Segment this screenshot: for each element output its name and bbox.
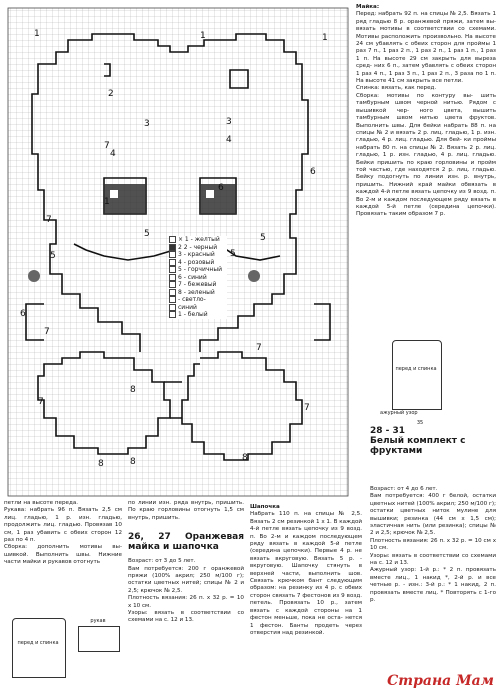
assembly-text: Сборка: дополнить мотивы вы- шивкой. Выполнить швы. Нижние части майки и рукавов отогнуть: [4, 544, 122, 566]
legend-label: 8 - зеленый: [178, 288, 215, 296]
right-lower-column: [370, 486, 496, 605]
legend-swatch: [169, 251, 176, 258]
col2-text: по линии изн. ряда внутрь, пришить. По краю горловины отогнуть 1,5 см внутрь, пришить.: [128, 500, 244, 521]
legend-item: [169, 281, 227, 289]
heading-26-27-number: 26, 27: [128, 532, 171, 543]
eye-left-highlight: [110, 190, 118, 198]
cheek-right: [248, 270, 260, 282]
age-text: Возраст: от 4 до 6 лет.: [370, 486, 438, 492]
patterns-26-27: Узоры: вязать в соответствии со схемами на с. 12 и 13.: [128, 610, 244, 624]
sleeve-diagram: [78, 626, 120, 652]
legend-swatch: [169, 259, 176, 266]
tank-diagram: [392, 340, 442, 410]
region-number: 4: [226, 135, 232, 145]
density-text: Плотность вязания: 26 п. х 32 р. = 10 см х 10 см.: [370, 537, 496, 552]
section-title: Майка:: [356, 4, 380, 10]
heading-number: 28 - 31: [370, 426, 406, 436]
legend-swatch: [169, 266, 176, 273]
region-number: 6: [20, 309, 26, 319]
region-number: 7: [38, 397, 44, 407]
legend-label: 4 - розовый: [178, 258, 215, 266]
region-number: 1: [322, 33, 328, 43]
bottom-col-1: [4, 500, 122, 567]
heading-26-27-text: Оранжевая майка и шапочка: [128, 532, 244, 553]
region-number: 5: [260, 233, 266, 243]
region-number: 8: [130, 457, 136, 467]
region-number: 8: [98, 459, 104, 469]
legend-label: синий: [178, 303, 197, 311]
cheek-left: [28, 270, 40, 282]
materials-26-27: Вам потребуется: 200 г оранжевой пряжи (100% акрил; 250 м/100 г); остатки цветных нитей; спицы № 2 и 2,5; крючок № 2,5.: [128, 565, 244, 594]
region-number: 8: [242, 453, 248, 463]
region-number: 3: [144, 119, 150, 129]
region-number: 7: [104, 141, 110, 151]
hat-text: Набрать 110 п. на спицы № 2,5. Вязать 2 см резинкой 1 х 1. В каждой 4-й петле вязать цепочку из 9 возд. п. Во 2-м и каждом последующем ряду вязать в каждой 5-й петле (середина цепочки). Первые 4 р. не вязать вкруговую. Вязать 5 р. - вкруговую. Шапочку стянуть в верхней части, выполнить шов. Связать крючком бант следующим образом: на резинку из 4 р. с обеих сторон связать 7 фестонов из 9 возд. петель. Провязать 10 р., затем вязать с каждой стороны на 1 фестон меньше, пока не оста- нется 1 фестон. Банты продеть через отверстия над резинкой.: [250, 511, 362, 636]
chart-legend: [169, 236, 227, 319]
legend-label: 2 2 - черный: [178, 243, 218, 251]
region-number: 3: [226, 117, 232, 127]
eye-right-highlight: [206, 190, 214, 198]
legend-swatch: [169, 274, 176, 281]
region-number: 6: [218, 183, 224, 193]
region-number: 5: [144, 229, 150, 239]
border-label: ажурный узор: [380, 410, 418, 416]
legend-label: 7 - бежевый: [178, 281, 217, 288]
legend-label: - светло-: [178, 296, 206, 303]
region-number: 7: [304, 403, 310, 413]
eye-left: [104, 184, 146, 214]
legend-swatch: [169, 289, 176, 296]
legend-label: 1 - белый: [178, 311, 208, 318]
region-number: 2: [108, 89, 114, 99]
legend-item: [169, 259, 227, 267]
region-number: 4: [110, 149, 116, 159]
region-number: 7: [46, 215, 52, 225]
legend-item: [169, 266, 227, 274]
legend-item: [169, 289, 227, 297]
region-number: 1: [104, 197, 110, 207]
legend-swatch: [169, 311, 176, 318]
legend-item: [169, 251, 227, 259]
legend-item: [169, 274, 227, 282]
hat-title: Шапочка: [250, 504, 280, 510]
bottom-col-2: [128, 500, 244, 625]
region-number: 5: [50, 251, 56, 261]
front-instructions: Перед: набрать 92 п. на спицы № 2,5. Вязать 1 ряд гладью 8 р. оранжевой пряжи, затем вы- вязать мотивы в соответствии со схемами. Мотивы расположить произвольно. На высоте 24 см убавлять с обеих сторон для проймы 1 раз 7 п., 1 раз 2 п., 1 раз 2 п., 1 раз 1 п., 1 раз 1 п. На высоте 29 см закрыть для выреза сред- них 6 п., затем убавлять с обеих сторон 1 раз 4 п., 1 раз 3 п., 1 раз 2 п., 3 раза по 1 п. На высоте 41 см закрыть все петли.: [356, 11, 496, 85]
intro-text: петли на высоте переда.: [4, 500, 79, 506]
sleeve-diagram-label: рукав: [90, 618, 106, 624]
legend-item: [169, 304, 227, 312]
region-number: 7: [256, 343, 262, 353]
assembly-instructions: Сборка: мотивы по контуру вы- шить тамбурным швом черной нитью. Рядом с вышивкой чер- ного цвета, вышить тамбурным швом нитью цвета фруктов. Выполнить швы. Для бейки набрать 88 п. на спицы № 2 и вязать 2 р. лиц. гладью, 1 р. изн. гладью, 4 р. лиц. гладью. Для бей- ки проймы набрать 80 п. на спицы № 2. Вязать 2 р. лиц. гладью, 1 р. изн. гладью, 4 р. лиц. гладью. Бейки пришить по краю горловины и пройм той частью, где находятся 2 р. лиц. гладью. Бейку подогнуть по линии изн. р. внутрь, пришить. Нижний край майки обвязать в каждой 4-й петле вязать цепочку из 9 возд. п. Во 2-м и каждом последующем ряду вязать в каждой 5-й петле (середина цепочки). Провязать таким образом 7 р.: [356, 92, 496, 218]
bottom-col-3: [250, 504, 362, 637]
heading-28-31: [370, 426, 496, 456]
tank-diagram-label: перед и спинка: [395, 366, 437, 372]
legend-item: [169, 296, 227, 304]
legend-label: × 1 - желтый: [178, 236, 220, 243]
heading-text: Белый комплект с фруктами: [370, 436, 466, 456]
patterns-text: Узоры: вязать в соответствии со схемами на с. 12 и 13.: [370, 552, 496, 567]
density-26-27: Плотность вязания: 26 п. х 32 р. = 10 х 10 см.: [128, 595, 244, 609]
legend-swatch: [169, 236, 176, 243]
region-number: 7: [44, 327, 50, 337]
legend-item: [169, 311, 227, 319]
knitting-chart: [4, 4, 352, 500]
age-26-27: Возраст: от 3 до 5 лет.: [128, 558, 196, 565]
region-number: 8: [130, 385, 136, 395]
watermark-logo: Страна Мам: [387, 673, 494, 689]
lace-text: Ажурный узор: 1-й р.: * 2 п. провязать вместе лиц., 1 накид *, 2-й р. и все четные р. - изн.: 3-й р.: * 1 накид, 2 п. провязать вместе лиц. * Повторять с 1-го р.: [370, 567, 496, 604]
materials-text: Вам потребуется: 400 г белой, остатки цветных нитей (100% акрил; 250 м/100 г); остатки цветных ниток мулине для вышивки; резинка (44 см х 1,5 см); эластичная нить (или резинка); спицы № 2 и 2,5; крючок № 2,5.: [370, 493, 496, 537]
region-number: 1: [34, 29, 40, 39]
legend-swatch: [169, 244, 176, 251]
sleeves-text: Рукава: набрать 96 п. Вязать 2,5 см лиц. гладью, 1 р. изн. гладью, продолжить лиц. гладью. Провязав 10 см, 1 раз убавить с обеих сторон 12 раз по 4 п.: [4, 507, 122, 544]
region-number: 1: [200, 31, 206, 41]
region-number: 6: [310, 167, 316, 177]
legend-swatch: [169, 296, 176, 303]
legend-swatch: [169, 304, 176, 311]
legend-item: [169, 236, 227, 244]
legend-label: 5 - горчичный: [178, 266, 222, 273]
tshirt-diagram-label: перед и спинка: [17, 640, 59, 646]
legend-item: [169, 244, 227, 252]
legend-label: 3 - красный: [178, 251, 215, 258]
right-column: [356, 4, 496, 219]
width-label: 35: [416, 420, 424, 426]
heading-26-27: [128, 532, 244, 552]
back-instructions: Спинка: вязать, как перед.: [356, 85, 437, 92]
tshirt-diagram: [12, 618, 66, 678]
legend-label: 6 - синий: [178, 273, 207, 281]
legend-swatch: [169, 281, 176, 288]
region-number: 5: [230, 249, 236, 259]
